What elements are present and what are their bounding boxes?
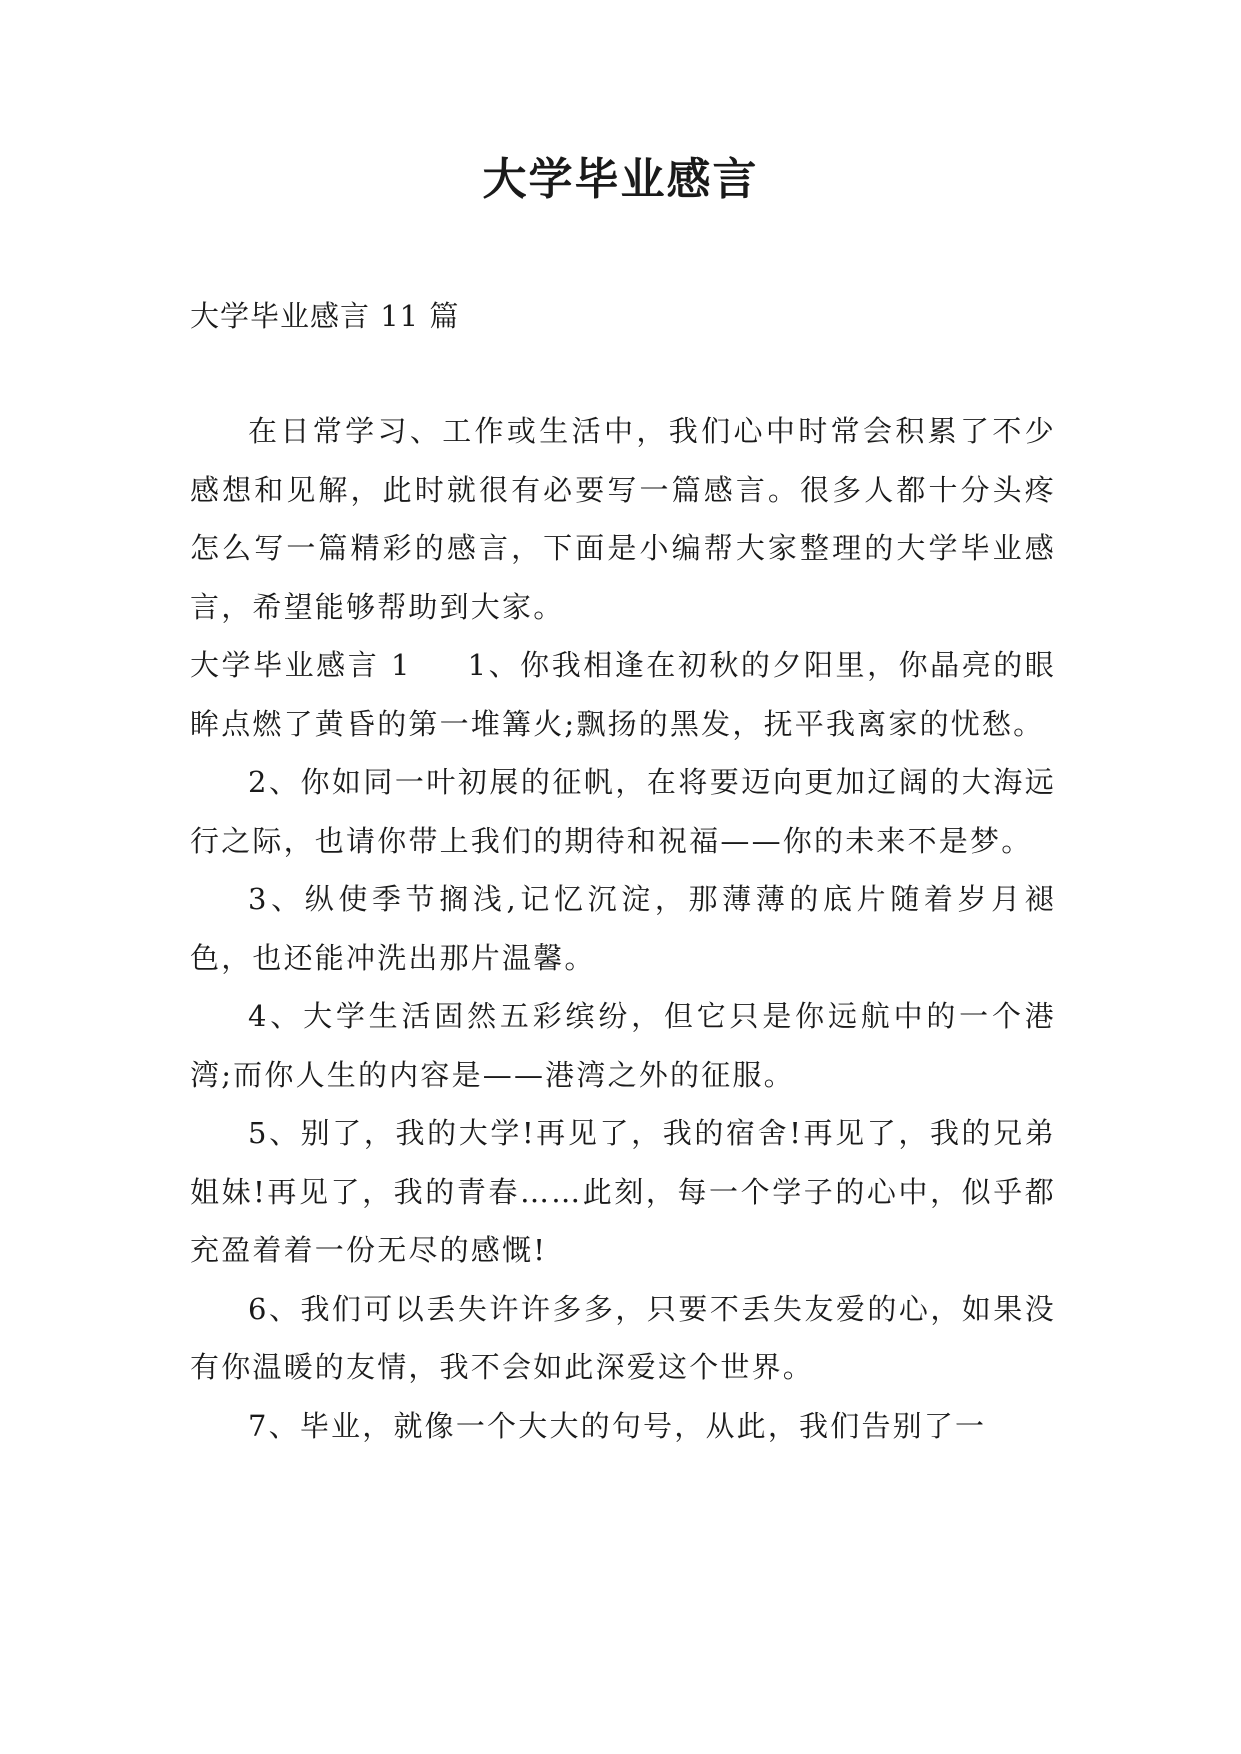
item-4: 4、大学生活固然五彩缤纷，但它只是你远航中的一个港湾;而你人生的内容是——港湾之外的征服。 (190, 999, 1056, 1092)
section-heading: 大学毕业感言 1 (190, 648, 412, 682)
section-paragraph (190, 636, 1056, 753)
item-7: 7、毕业，就像一个大大的句号，从此，我们告别了一 (248, 1408, 987, 1443)
document-body (190, 402, 1056, 1455)
item-2: 2、你如同一叶初展的征帆，在将要迈向更加辽阔的大海远行之际，也请你带上我们的期待和祝福——你的未来不是梦。 (190, 765, 1056, 858)
intro-paragraph: 在日常学习、工作或生活中，我们心中时常会积累了不少感想和见解，此时就很有必要写一篇感言。很多人都十分头疼怎么写一篇精彩的感言，下面是小编帮大家整理的大学毕业感言，希望能够帮助到大家。 (190, 414, 1056, 624)
document-subtitle: 大学毕业感言 11 篇 (190, 299, 460, 333)
item-3: 3、纵使季节搁浅,记忆沉淀，那薄薄的底片随着岁月褪色，也还能冲洗出那片温馨。 (190, 882, 1056, 975)
document-title: 大学毕业感言 (482, 154, 759, 205)
item-5: 5、别了，我的大学!再见了，我的宿舍!再见了，我的兄弟姐妹!再见了，我的青春……此刻，每一个学子的心中，似乎都充盈着着一份无尽的感慨! (190, 1116, 1056, 1267)
item-6: 6、我们可以丢失许许多多，只要不丢失友爱的心，如果没有你温暖的友情，我不会如此深爱这个世界。 (190, 1291, 1056, 1384)
item-1: 1、你我相逢在初秋的夕阳里，你晶亮的眼眸点燃了黄昏的第一堆篝火;飘扬的黑发，抚平我离家的忧愁。 (190, 648, 1056, 741)
